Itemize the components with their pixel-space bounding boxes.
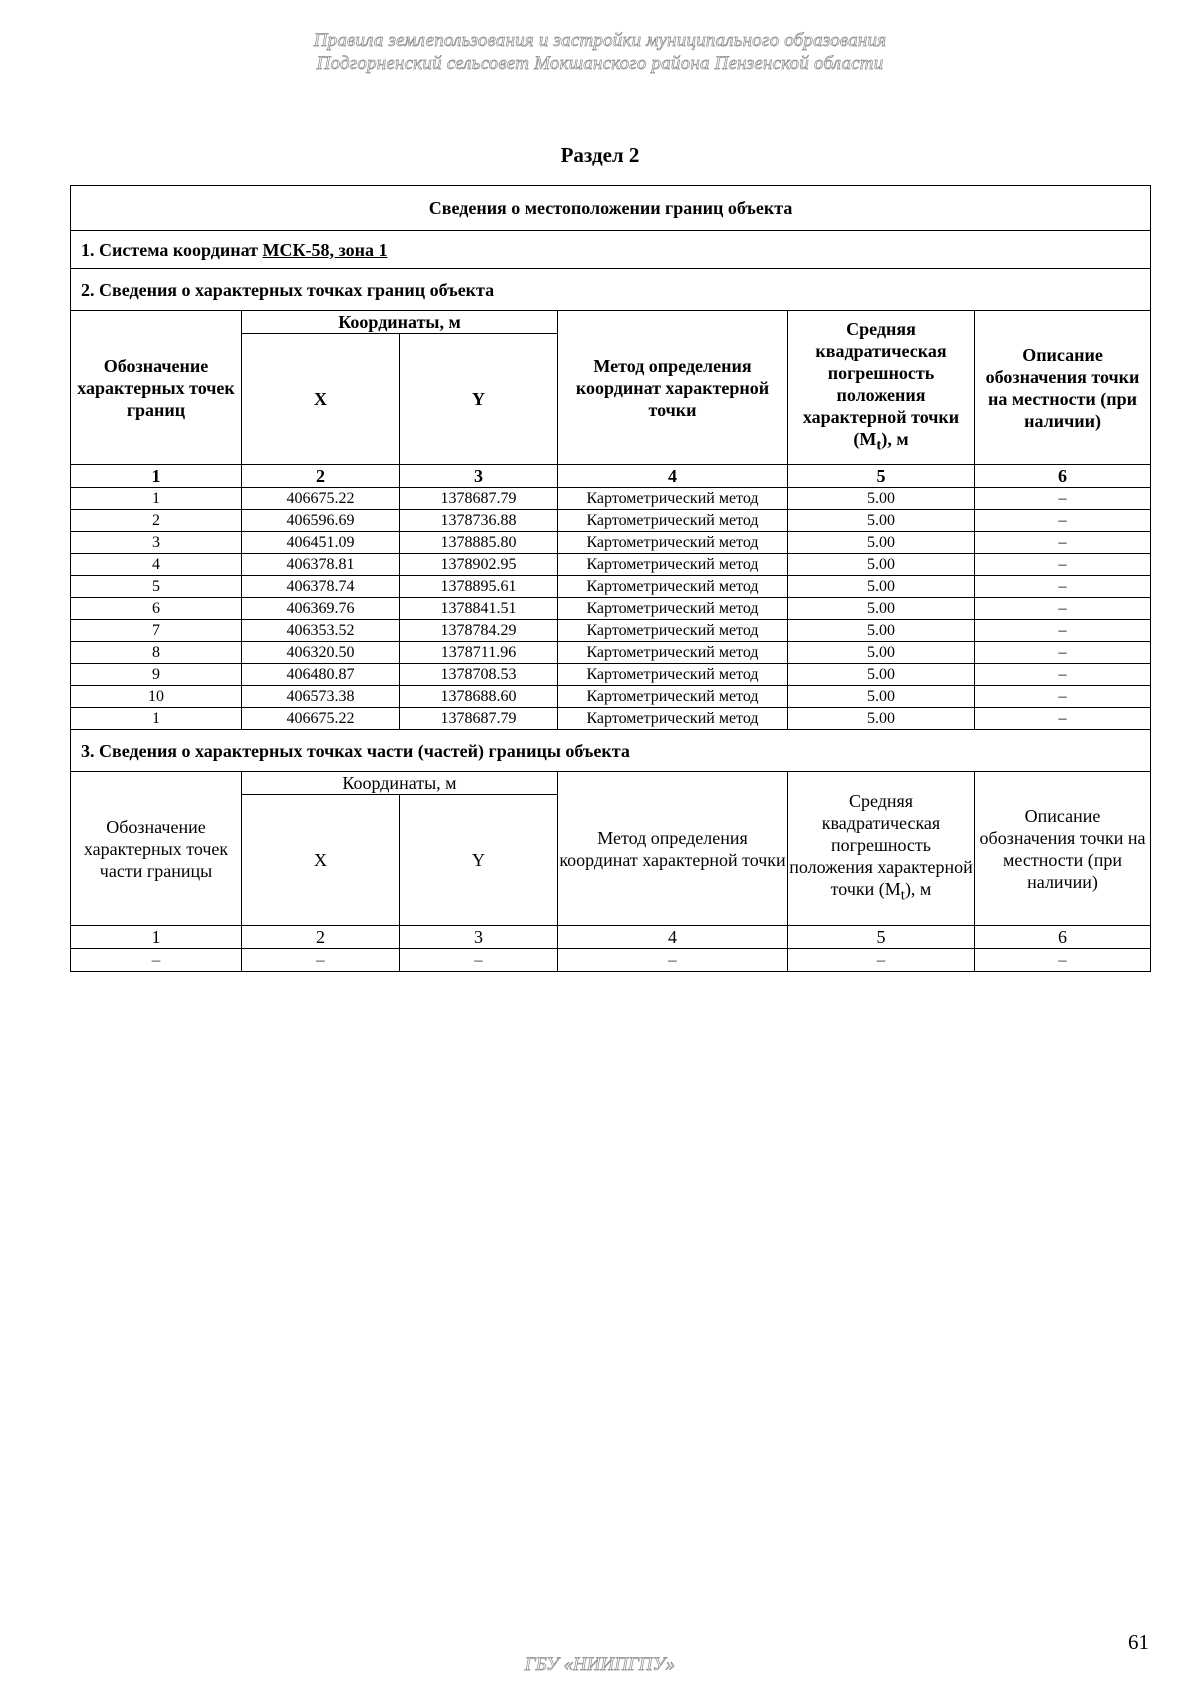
table-cell: 5.00 [788, 510, 975, 532]
table-row [71, 510, 1151, 532]
table-cell: 5.00 [788, 554, 975, 576]
column-numbers-row [71, 465, 1151, 488]
table-title: Сведения о местоположении границ объекта [71, 186, 1151, 231]
column-number: 5 [788, 465, 975, 488]
table-cell: 5.00 [788, 686, 975, 708]
table-cell: 1 [71, 488, 242, 510]
table-cell: 5.00 [788, 532, 975, 554]
table-cell: – [975, 554, 1151, 576]
header3-error [788, 772, 975, 926]
column-number: 1 [71, 926, 242, 949]
table-cell: Картометрический метод [558, 642, 788, 664]
column-numbers3-row [71, 926, 1151, 949]
header3-error-text: Средняя квадратическая погрешность положения характерной точки (M [789, 791, 973, 900]
column-number: 4 [558, 465, 788, 488]
column-number: 3 [400, 465, 558, 488]
table-cell: 7 [71, 620, 242, 642]
table-cell: Картометрический метод [558, 686, 788, 708]
table-cell: 1378895.61 [400, 576, 558, 598]
header-description: Описание обозначения точки на местности (при наличии) [975, 311, 1151, 465]
column-number: 2 [242, 465, 400, 488]
table-row [71, 488, 1151, 510]
table-cell: 5.00 [788, 664, 975, 686]
header3-method: Метод определения координат характерной точки [558, 772, 788, 926]
table-cell: 1378708.53 [400, 664, 558, 686]
table-cell: 5.00 [788, 708, 975, 730]
table-cell: 8 [71, 642, 242, 664]
table-cell: 10 [71, 686, 242, 708]
table-cell: 406480.87 [242, 664, 400, 686]
table-cell: 5.00 [788, 598, 975, 620]
table-cell: – [788, 949, 975, 972]
header-y: Y [400, 334, 558, 465]
table-cell: 1378885.80 [400, 532, 558, 554]
table-cell: Картометрический метод [558, 488, 788, 510]
table-cell: 1378736.88 [400, 510, 558, 532]
table-cell: 1378687.79 [400, 708, 558, 730]
section-title: Раздел 2 [560, 143, 640, 167]
header-error-subscript: t [876, 437, 882, 454]
header3-x: X [242, 795, 400, 926]
table-cell: 3 [71, 532, 242, 554]
table-cell: Картометрический метод [558, 576, 788, 598]
running-header-line-1: Правила землепользования и застройки муниципального образования [313, 30, 887, 51]
table-cell: 406451.09 [242, 532, 400, 554]
table-cell: Картометрический метод [558, 510, 788, 532]
header3-y: Y [400, 795, 558, 926]
column-number: 5 [788, 926, 975, 949]
column-number: 3 [400, 926, 558, 949]
table-row [71, 642, 1151, 664]
table-cell: 406353.52 [242, 620, 400, 642]
column-number: 1 [71, 465, 242, 488]
header-x: X [242, 334, 400, 465]
table-row [71, 686, 1151, 708]
column-number: 6 [975, 926, 1151, 949]
header-method: Метод определения координат характерной точки [558, 311, 788, 465]
table-cell: 406596.69 [242, 510, 400, 532]
table-cell: 9 [71, 664, 242, 686]
part3-empty-row [71, 949, 1151, 972]
table-cell: 1 [71, 708, 242, 730]
header3-designation: Обозначение характерных точек части границы [71, 772, 242, 926]
table-row [71, 664, 1151, 686]
part2-title: 2. Сведения о характерных точках границ объекта [71, 269, 1151, 311]
header-coordinates: Координаты, м [242, 311, 558, 334]
boundary-table [70, 185, 1151, 972]
table-cell: 5 [71, 576, 242, 598]
table-cell: – [975, 532, 1151, 554]
table-cell: – [975, 708, 1151, 730]
table-row [71, 598, 1151, 620]
table-cell: 1378687.79 [400, 488, 558, 510]
table-cell: 406573.38 [242, 686, 400, 708]
table-cell: – [975, 510, 1151, 532]
table-cell: 1378902.95 [400, 554, 558, 576]
table-cell: 2 [71, 510, 242, 532]
part3-title: 3. Сведения о характерных точках части (частей) границы объекта [71, 730, 1151, 772]
header-error-text: Средняя квадратическая погрешность положения характерной точки (M [802, 319, 960, 450]
table-cell: Картометрический метод [558, 532, 788, 554]
table-cell: – [71, 949, 242, 972]
table-cell: 5.00 [788, 488, 975, 510]
table-row [71, 554, 1151, 576]
coordinate-system-row [71, 231, 1151, 269]
table-cell: 5.00 [788, 620, 975, 642]
running-footer: ГБУ «НИИПГПУ» [524, 1654, 676, 1675]
table-cell: Картометрический метод [558, 708, 788, 730]
table-cell: – [975, 664, 1151, 686]
running-header-line-2: Подгорненский сельсовет Мокшанского района Пензенской области [316, 53, 884, 74]
header-error [788, 311, 975, 465]
table-cell: – [400, 949, 558, 972]
header3-error-unit: ), м [904, 879, 932, 900]
table-cell: – [975, 598, 1151, 620]
table-cell: 5.00 [788, 576, 975, 598]
table-cell: 1378711.96 [400, 642, 558, 664]
table-row [71, 620, 1151, 642]
table-cell: 406378.81 [242, 554, 400, 576]
table-cell: Картометрический метод [558, 598, 788, 620]
table-cell: Картометрический метод [558, 620, 788, 642]
header3-error-subscript: t [900, 887, 905, 904]
header-error-unit: ), м [881, 429, 909, 450]
table-cell: – [242, 949, 400, 972]
table-cell: 1378784.29 [400, 620, 558, 642]
table-cell: – [975, 620, 1151, 642]
table-cell: 406369.76 [242, 598, 400, 620]
table-cell: Картометрический метод [558, 664, 788, 686]
table-cell: 406378.74 [242, 576, 400, 598]
table-cell: 5.00 [788, 642, 975, 664]
table-cell: 406675.22 [242, 488, 400, 510]
table-cell: – [558, 949, 788, 972]
coordinate-system-label: 1. Система координат [81, 239, 258, 260]
table-cell: 406675.22 [242, 708, 400, 730]
table-cell: – [975, 576, 1151, 598]
table-cell: Картометрический метод [558, 554, 788, 576]
coordinate-system-value: МСК-58, зона 1 [262, 239, 388, 260]
header3-coordinates: Координаты, м [242, 772, 558, 795]
table-cell: 1378688.60 [400, 686, 558, 708]
table-cell: – [975, 642, 1151, 664]
table-cell: – [975, 949, 1151, 972]
header-designation: Обозначение характерных точек границ [71, 311, 242, 465]
table-row [71, 576, 1151, 598]
column-number: 6 [975, 465, 1151, 488]
table-cell: – [975, 686, 1151, 708]
table-cell: 6 [71, 598, 242, 620]
table-cell: 406320.50 [242, 642, 400, 664]
table-cell: 4 [71, 554, 242, 576]
column-number: 4 [558, 926, 788, 949]
table-row [71, 708, 1151, 730]
page-number: 61 [1128, 1630, 1149, 1654]
table-row [71, 532, 1151, 554]
table-cell: 1378841.51 [400, 598, 558, 620]
column-number: 2 [242, 926, 400, 949]
boundary-points [71, 488, 1151, 730]
table-cell: – [975, 488, 1151, 510]
header3-description: Описание обозначения точки на местности (при наличии) [975, 772, 1151, 926]
